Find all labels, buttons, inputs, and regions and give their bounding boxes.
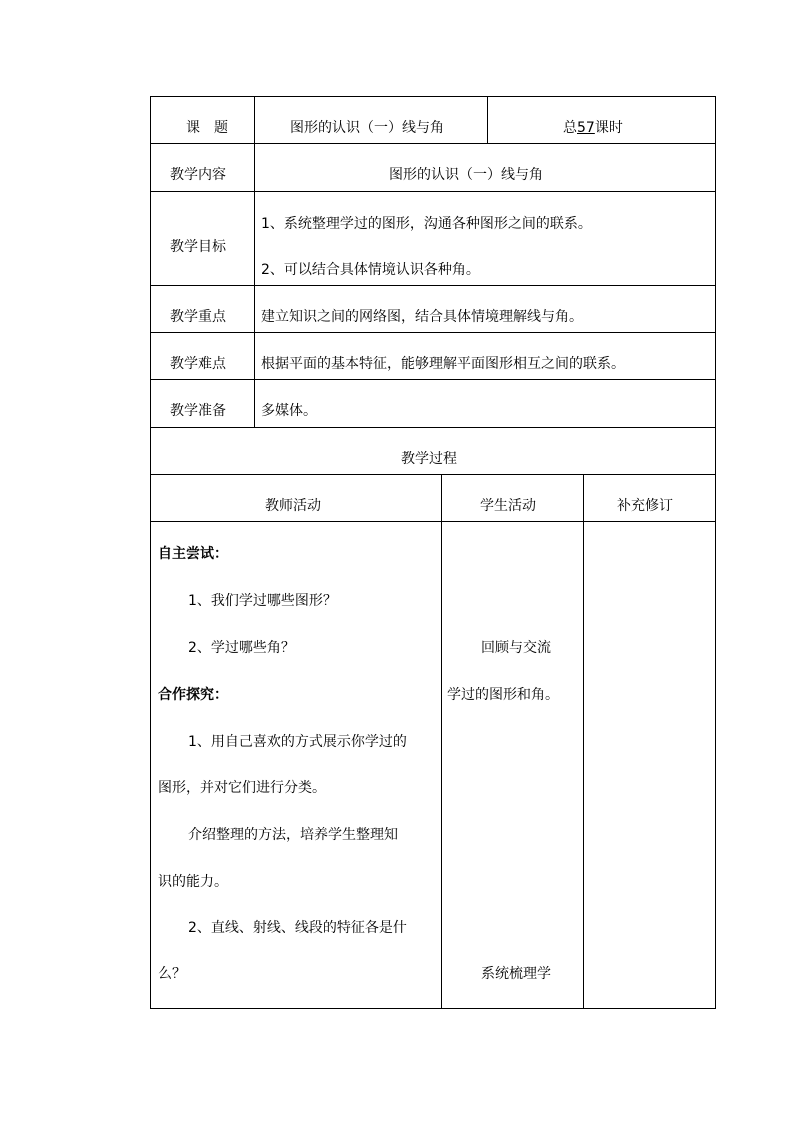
teacher-paragraph: 识的能力。	[158, 874, 228, 890]
total-prefix: 总	[563, 120, 577, 136]
teacher-question: 2、学过哪些角？	[188, 640, 295, 656]
key-label: 教学重点	[170, 309, 226, 325]
row-divider	[150, 521, 716, 522]
difficult-label: 教学难点	[170, 356, 226, 372]
student-activity-header: 学生活动	[480, 498, 536, 514]
prep-value: 多媒体。	[261, 403, 317, 419]
row-divider	[150, 427, 716, 428]
row-divider	[150, 474, 716, 475]
lesson-title: 图形的认识（一）线与角	[290, 120, 444, 136]
section-title-cooperate: 合作探究：	[158, 687, 228, 703]
table-border-top	[150, 96, 716, 97]
student-activity-text: 学过的图形和角。	[447, 687, 559, 703]
total-suffix: 课时	[594, 120, 623, 136]
key-value: 建立知识之间的网络图，结合具体情境理解线与角。	[261, 309, 583, 325]
subject-label: 课 题	[186, 120, 228, 136]
content-value: 图形的认识（一）线与角	[389, 167, 543, 183]
row-divider	[150, 285, 716, 286]
goals-label: 教学目标	[170, 239, 226, 255]
section-title-self-try: 自主尝试：	[158, 546, 228, 562]
teacher-paragraph: 2、直线、射线、线段的特征各是什	[188, 920, 407, 936]
column-divider	[254, 96, 255, 427]
student-activity-text: 回顾与交流	[481, 640, 551, 656]
revision-header: 补充修订	[617, 498, 673, 514]
difficult-value: 根据平面的基本特征，能够理解平面图形相互之间的联系。	[261, 356, 625, 372]
column-divider	[441, 474, 442, 1009]
teacher-question: 1、我们学过哪些图形？	[188, 593, 337, 609]
total-number: 57	[577, 120, 595, 136]
total-lessons	[563, 119, 623, 137]
column-divider	[583, 474, 584, 1009]
column-divider	[487, 96, 488, 143]
teacher-paragraph: 么？	[158, 966, 186, 982]
teacher-paragraph: 介绍整理的方法，培养学生整理知	[188, 827, 398, 843]
table-border-right	[715, 96, 716, 1009]
content-label: 教学内容	[170, 167, 226, 183]
row-divider	[150, 191, 716, 192]
row-divider	[150, 143, 716, 144]
student-activity-text: 系统梳理学	[481, 966, 551, 982]
teacher-activity-header: 教师活动	[265, 498, 321, 514]
table-border-left	[150, 96, 151, 1009]
prep-label: 教学准备	[170, 403, 226, 419]
teacher-paragraph: 1、用自己喜欢的方式展示你学过的	[188, 734, 407, 750]
row-divider	[150, 379, 716, 380]
goal-item: 1、系统整理学过的图形，沟通各种图形之间的联系。	[261, 216, 592, 232]
row-divider	[150, 332, 716, 333]
process-title: 教学过程	[401, 451, 457, 467]
teacher-paragraph: 图形，并对它们进行分类。	[158, 780, 326, 796]
goal-item: 2、可以结合具体情境认识各种角。	[261, 262, 480, 278]
table-border-bottom	[150, 1008, 716, 1009]
